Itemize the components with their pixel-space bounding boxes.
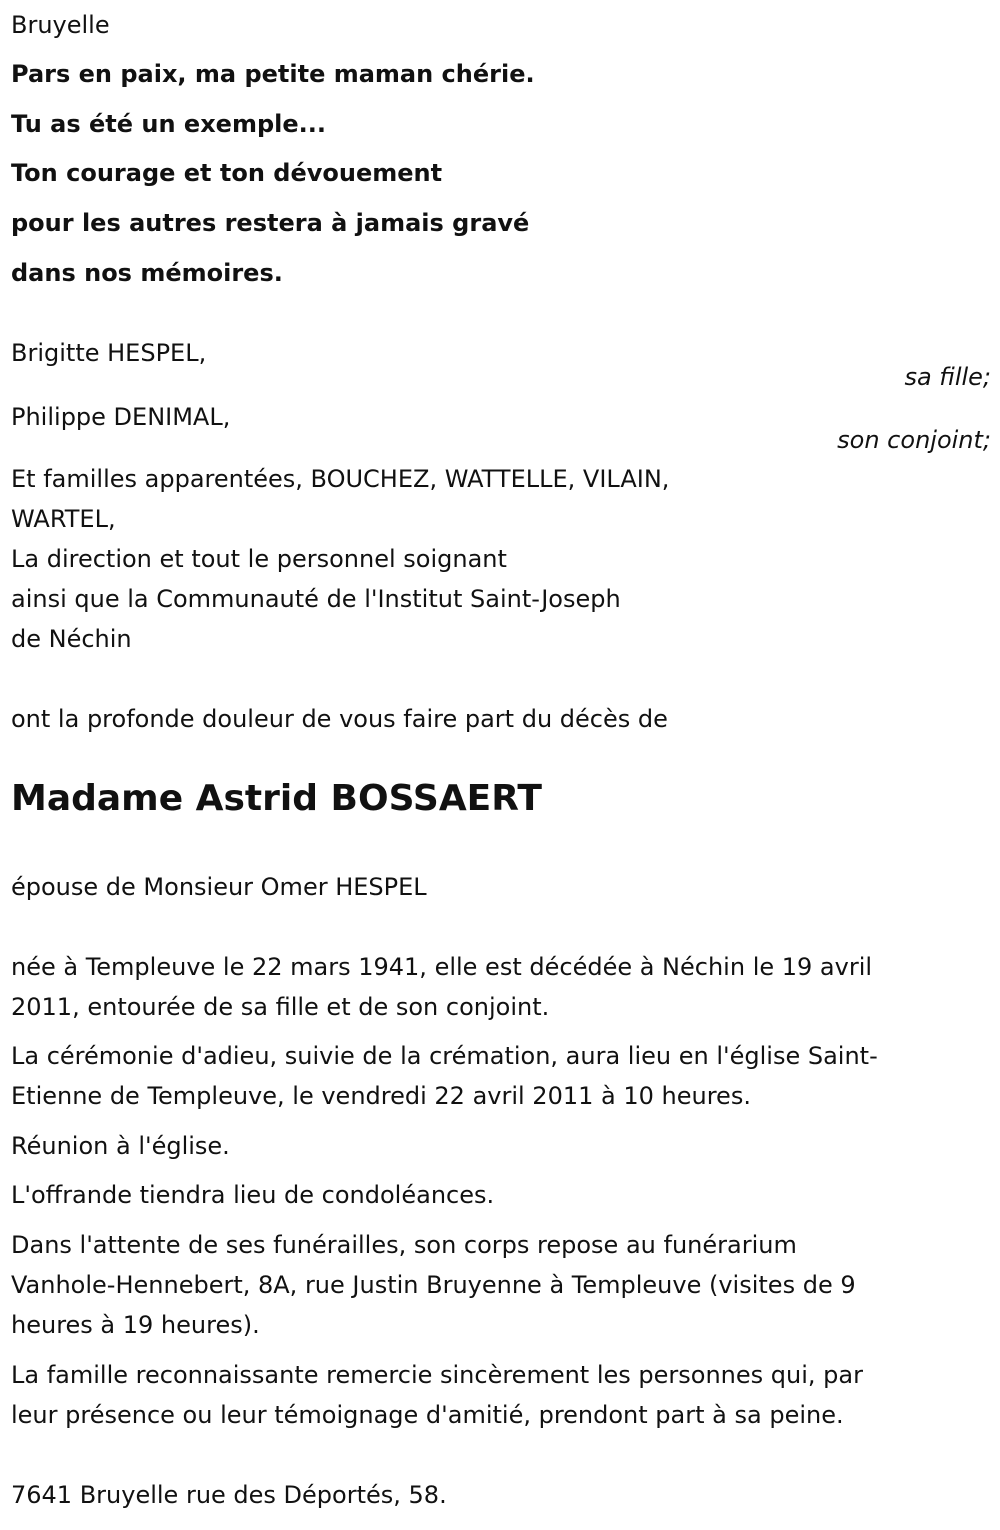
poem-line: pour les autres restera à jamais gravé (11, 209, 530, 237)
paragraph-line: Etienne de Templeuve, le vendredi 22 avril 2011 à 10 heures. (11, 1082, 751, 1110)
paragraph-line: Réunion à l'église. (11, 1132, 230, 1160)
address-line: 7641 Bruyelle rue des Déportés, 58. (11, 1481, 447, 1509)
paragraph-line: 2011, entourée de sa fille et de son conjoint. (11, 993, 550, 1021)
poem-line: Tu as été un exemple... (11, 110, 326, 138)
mourner-relation: sa fille; (904, 363, 991, 391)
deceased-name: Madame Astrid BOSSAERT (11, 778, 542, 819)
family-line: Et familles apparentées, BOUCHEZ, WATTELLE, VILAIN, (11, 465, 670, 493)
paragraph-line: heures à 19 heures). (11, 1311, 260, 1339)
location-header: Bruyelle (11, 11, 110, 39)
family-line: WARTEL, (11, 505, 116, 533)
paragraph-line: La cérémonie d'adieu, suivie de la crémation, aura lieu en l'église Saint- (11, 1042, 878, 1070)
poem-line: Ton courage et ton dévouement (11, 159, 443, 187)
poem-line: dans nos mémoires. (11, 259, 283, 287)
family-line: de Néchin (11, 625, 132, 653)
paragraph-line: Vanhole-Hennebert, 8A, rue Justin Bruyenne à Templeuve (visites de 9 (11, 1271, 856, 1299)
announcement-text: ont la profonde douleur de vous faire part du décès de (11, 705, 668, 733)
spouse-line: épouse de Monsieur Omer HESPEL (11, 873, 427, 901)
paragraph-line: L'offrande tiendra lieu de condoléances. (11, 1181, 495, 1209)
mourner-relation: son conjoint; (837, 426, 991, 454)
mourner-name: Philippe DENIMAL, (11, 403, 231, 431)
poem-line: Pars en paix, ma petite maman chérie. (11, 60, 535, 88)
family-line: ainsi que la Communauté de l'Institut Saint-Joseph (11, 585, 621, 613)
paragraph-line: Dans l'attente de ses funérailles, son corps repose au funérarium (11, 1231, 797, 1259)
paragraph-line: La famille reconnaissante remercie sincèrement les personnes qui, par (11, 1361, 863, 1389)
paragraph-line: leur présence ou leur témoignage d'amitié, prendont part à sa peine. (11, 1401, 844, 1429)
family-line: La direction et tout le personnel soignant (11, 545, 507, 573)
mourner-name: Brigitte HESPEL, (11, 339, 207, 367)
paragraph-line: née à Templeuve le 22 mars 1941, elle est décédée à Néchin le 19 avril (11, 953, 873, 981)
